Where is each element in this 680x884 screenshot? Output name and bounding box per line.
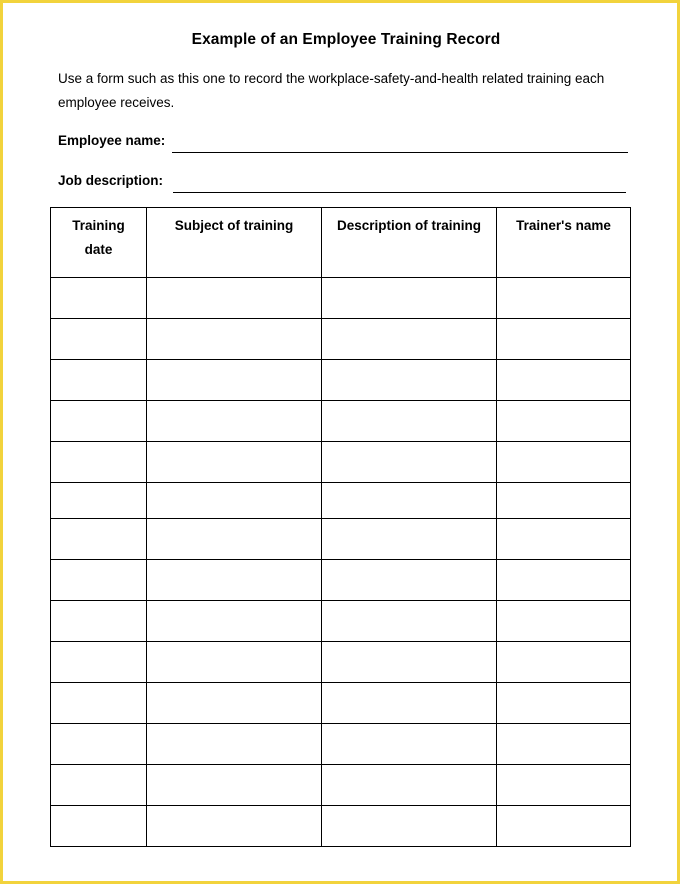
table-cell[interactable] bbox=[497, 560, 631, 601]
table-cell[interactable] bbox=[51, 401, 147, 442]
employee-name-label: Employee name: bbox=[58, 133, 166, 148]
table-cell[interactable] bbox=[322, 560, 497, 601]
table-cell[interactable] bbox=[147, 319, 322, 360]
table-cell[interactable] bbox=[51, 360, 147, 401]
header-description-of-training: Description of training bbox=[322, 208, 497, 278]
table-cell[interactable] bbox=[497, 319, 631, 360]
table-row bbox=[51, 360, 631, 401]
job-description-line[interactable] bbox=[173, 192, 626, 193]
table-cell[interactable] bbox=[147, 765, 322, 806]
table-cell[interactable] bbox=[147, 278, 322, 319]
table-row bbox=[51, 442, 631, 483]
table-cell[interactable] bbox=[497, 601, 631, 642]
table-row bbox=[51, 519, 631, 560]
table-cell[interactable] bbox=[51, 519, 147, 560]
header-subject-of-training: Subject of training bbox=[147, 208, 322, 278]
table-cell[interactable] bbox=[147, 601, 322, 642]
table-cell[interactable] bbox=[497, 360, 631, 401]
table-cell[interactable] bbox=[147, 560, 322, 601]
training-record-table bbox=[50, 207, 631, 847]
table-cell[interactable] bbox=[147, 642, 322, 683]
table-row bbox=[51, 483, 631, 519]
table-row bbox=[51, 806, 631, 847]
table-cell[interactable] bbox=[497, 765, 631, 806]
table-row bbox=[51, 319, 631, 360]
table-cell[interactable] bbox=[497, 442, 631, 483]
employee-name-line[interactable] bbox=[172, 152, 628, 153]
header-trainers-name: Trainer's name bbox=[497, 208, 631, 278]
table-cell[interactable] bbox=[497, 483, 631, 519]
table-cell[interactable] bbox=[51, 683, 147, 724]
table-cell[interactable] bbox=[51, 806, 147, 847]
job-description-field[interactable] bbox=[58, 173, 628, 193]
table-cell[interactable] bbox=[51, 601, 147, 642]
table-cell[interactable] bbox=[322, 765, 497, 806]
intro-text: Use a form such as this one to record the workplace-safety-and-health related training each employee receives. bbox=[58, 71, 605, 110]
table-row bbox=[51, 601, 631, 642]
table-cell[interactable] bbox=[497, 724, 631, 765]
table-cell[interactable] bbox=[322, 642, 497, 683]
table-cell[interactable] bbox=[497, 278, 631, 319]
table-cell[interactable] bbox=[51, 765, 147, 806]
table-cell[interactable] bbox=[51, 483, 147, 519]
table-row bbox=[51, 278, 631, 319]
table-cell[interactable] bbox=[147, 401, 322, 442]
table-cell[interactable] bbox=[147, 724, 322, 765]
table-cell[interactable] bbox=[497, 519, 631, 560]
table-cell[interactable] bbox=[147, 519, 322, 560]
table-cell[interactable] bbox=[322, 724, 497, 765]
table-row bbox=[51, 560, 631, 601]
table-cell[interactable] bbox=[322, 442, 497, 483]
table-cell[interactable] bbox=[147, 360, 322, 401]
employee-name-field[interactable] bbox=[58, 133, 630, 153]
table-cell[interactable] bbox=[497, 683, 631, 724]
table-row bbox=[51, 683, 631, 724]
table-cell[interactable] bbox=[497, 401, 631, 442]
table-cell[interactable] bbox=[322, 360, 497, 401]
table-cell[interactable] bbox=[51, 560, 147, 601]
table-cell[interactable] bbox=[497, 806, 631, 847]
table-cell[interactable] bbox=[51, 642, 147, 683]
table-cell[interactable] bbox=[322, 483, 497, 519]
table-cell[interactable] bbox=[322, 806, 497, 847]
table-cell[interactable] bbox=[322, 519, 497, 560]
table-cell[interactable] bbox=[322, 601, 497, 642]
table-cell[interactable] bbox=[147, 442, 322, 483]
table-cell[interactable] bbox=[322, 401, 497, 442]
table-cell[interactable] bbox=[147, 483, 322, 519]
header-training-date: Training date bbox=[51, 208, 147, 278]
table-body bbox=[51, 278, 631, 847]
table-cell[interactable] bbox=[322, 683, 497, 724]
job-description-label: Job description: bbox=[58, 173, 164, 188]
table-row bbox=[51, 765, 631, 806]
table-cell[interactable] bbox=[51, 319, 147, 360]
table-row bbox=[51, 401, 631, 442]
table-cell[interactable] bbox=[322, 319, 497, 360]
table-cell[interactable] bbox=[147, 806, 322, 847]
document-title: Example of an Employee Training Record bbox=[191, 31, 501, 48]
table-cell[interactable] bbox=[51, 724, 147, 765]
table-cell[interactable] bbox=[51, 278, 147, 319]
table-row bbox=[51, 642, 631, 683]
table-cell[interactable] bbox=[51, 442, 147, 483]
table-cell[interactable] bbox=[322, 278, 497, 319]
table-row bbox=[51, 724, 631, 765]
table-cell[interactable] bbox=[497, 642, 631, 683]
table-cell[interactable] bbox=[147, 683, 322, 724]
table-header-row bbox=[51, 208, 631, 278]
